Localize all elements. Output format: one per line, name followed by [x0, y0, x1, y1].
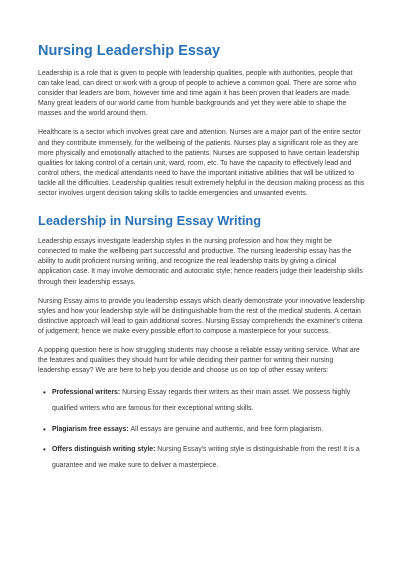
- bullet-text: All essays are genuine and authentic, and free form plagiarism.: [130, 425, 324, 433]
- features-list: [38, 385, 365, 474]
- page-title: Nursing Leadership Essay: [38, 43, 221, 59]
- bullet-label: Plagiarism free essays:: [52, 425, 131, 433]
- section-heading: Leadership in Nursing Essay Writing: [38, 213, 262, 229]
- intro-paragraph-2: Healthcare is a sector which involves great care and attention. Nurses are a major part of the entire sector and they contribute immensely, for the wellbeing of the patients. Nurses play a significant role as they are more physically and emotionally attached to the patients. Nurses are supposed to have certain leadership qualities for taking control of a certain unit, ward, room, etc. To have the capacity to effectively lead and control others, the medical attendants need to have the important initiative abilities that will be utilized to tackle all the difficulties. Leadership qualities result extremely helpful in the decision making process as this sector involves urgent decision taking skills to tackle emergencies and unwanted events.: [38, 129, 365, 198]
- section-paragraph-1: Leadership essays investigate leadership styles in the nursing profession and how they might be connected to make the wellbeing part successful and productive. The nursing leadership essay has the ability to audit proficient nursing writing, and recognize the real leadership traits by giving a clinical application case. It may involve democratic and autocratic style; hence readers judge their leadership skills through their leadership essays.: [38, 238, 363, 286]
- bullet-icon: •: [43, 444, 46, 454]
- section-paragraph-2: Nursing Essay aims to provide you leadership essays which clearly demonstrate your innovative leadership styles and how your leadership style will be distinguishable from the rest of the medical students. A certain distinctive approach will lead to gain additional scores. Nursing Essay comprehends the examiner's criteria of judgement; hence we make every possible effort to compose a masterpiece for your success.: [38, 297, 365, 335]
- intro-paragraph-1: Leadership is a role that is given to people with leadership qualities, people with authorities, people that can take lead, can direct or work with a group of people to achieve a common goal. There are some who consider that leaders are born, however time and time again it has been proven that leaders are made. Many great leaders of our world came from humble backgrounds and yet they were able to shape the masses and the world around them.: [38, 70, 357, 118]
- bullet-label: Offers distinguish writing style:: [52, 445, 158, 453]
- bullet-text: Nursing Essay regards their writers as their main asset. We possess highly qualified writers who are famous for their exceptional writing skills.: [52, 389, 351, 413]
- list-item: [43, 385, 365, 417]
- bullet-icon: •: [43, 388, 46, 398]
- bullet-label: Professional writers:: [52, 389, 123, 397]
- list-item: [43, 422, 365, 438]
- list-item: [43, 442, 365, 474]
- section-paragraph-3: A popping question here is how struggling students may choose a reliable essay writing service. What are the features and qualities they should hunt for while deciding their partner for writing their nursing leadership essay? We are here to help you decide and choose us on top of other essay writers:: [38, 346, 360, 375]
- bullet-text: Nursing Essay's writing style is distinguishable from the rest! It is a guarantee and we make sure to deliver a masterpiece.: [52, 445, 360, 470]
- bullet-icon: •: [43, 424, 46, 434]
